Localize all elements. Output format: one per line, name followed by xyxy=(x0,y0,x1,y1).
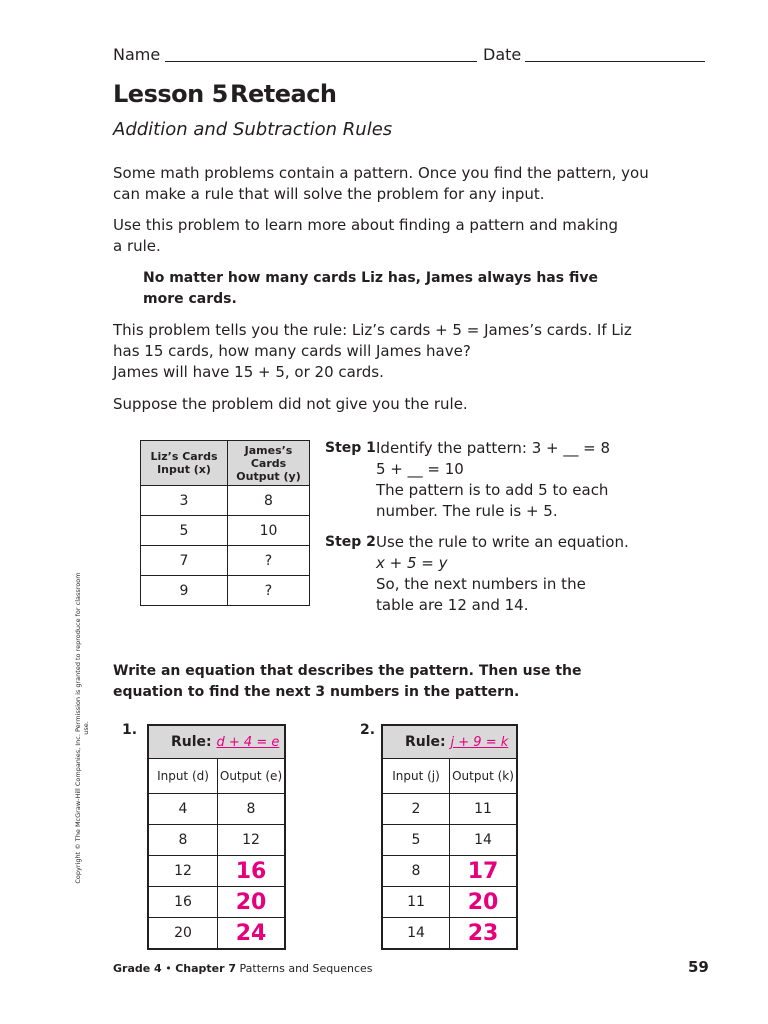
name-label: Name xyxy=(113,45,161,64)
footer-bullet: • xyxy=(165,962,172,975)
table-row: 12 16 xyxy=(148,856,285,887)
table-row: 11 20 xyxy=(382,887,517,918)
answer-cell[interactable]: 23 xyxy=(450,918,518,950)
table-row: 16 20 xyxy=(148,887,285,918)
problem-2-rule-answer[interactable]: j + 9 = k xyxy=(450,735,509,750)
lesson-label: Lesson 5 xyxy=(113,80,228,108)
table-row: 8 17 xyxy=(382,856,517,887)
intro-paragraph-1: Some math problems contain a pattern. Once you find the pattern, you can make a rule that will solve the problem for any input. xyxy=(113,164,649,203)
problem-1-table xyxy=(147,724,286,950)
date-line[interactable] xyxy=(525,61,705,62)
example-output-header: James’s Cards Output (y) xyxy=(228,441,310,486)
problem-1-rule: Rule: d + 4 = e xyxy=(148,725,285,759)
example-problem: No matter how many cards Liz has, James always has five more cards. xyxy=(143,270,598,307)
table-row: 20 24 xyxy=(148,918,285,950)
page-subtitle: Addition and Subtraction Rules xyxy=(113,119,393,140)
answer-cell[interactable]: 24 xyxy=(218,918,286,950)
copyright-notice: Copyright © The McGraw-Hill Companies, Inc. Permission is granted to reproduce for classroom use. xyxy=(74,572,90,884)
date-label: Date xyxy=(483,45,522,64)
problem-2-table xyxy=(381,724,518,950)
lesson-type: Reteach xyxy=(230,80,337,108)
footer-chapter-title: Patterns and Sequences xyxy=(239,962,373,975)
exercise-instructions: Write an equation that describes the pattern. Then use the equation to find the next 3 numbers in the pattern. xyxy=(113,663,582,700)
table-row: 5 14 xyxy=(382,825,517,856)
step-1-label: Step 1 xyxy=(325,440,376,456)
problem-1-input-header: Input (d) xyxy=(148,759,218,794)
footer-chapter: Chapter 7 xyxy=(175,962,237,975)
problem-2-input-header: Input (j) xyxy=(382,759,450,794)
problem-2-rule: Rule: j + 9 = k xyxy=(382,725,517,759)
intro-paragraph-3: This problem tells you the rule: Liz’s cards + 5 = James’s cards. If Liz has 15 cards, how many cards will James have? James will have 15 + 5, or 20 cards. xyxy=(113,321,632,381)
answer-cell[interactable]: 20 xyxy=(218,887,286,918)
table-row: 8 12 xyxy=(148,825,285,856)
table-row: 3 8 xyxy=(141,486,310,516)
step-2-label: Step 2 xyxy=(325,534,376,550)
table-row: 5 10 xyxy=(141,516,310,546)
table-row: 9 ? xyxy=(141,576,310,606)
problem-1-number: 1. xyxy=(122,722,138,738)
name-line[interactable] xyxy=(165,61,477,62)
intro-paragraph-4: Suppose the problem did not give you the rule. xyxy=(113,395,468,413)
table-row: 14 23 xyxy=(382,918,517,950)
step-2-text: Use the rule to write an equation. x + 5 = y So, the next numbers in the table are 12 and 14. xyxy=(376,533,629,614)
table-row: 4 8 xyxy=(148,794,285,825)
intro-paragraph-2: Use this problem to learn more about finding a pattern and making a rule. xyxy=(113,216,618,255)
page-number: 59 xyxy=(688,958,709,976)
problem-2-output-header: Output (k) xyxy=(450,759,518,794)
problem-1-output-header: Output (e) xyxy=(218,759,286,794)
problem-2-number: 2. xyxy=(360,722,376,738)
answer-cell[interactable]: 16 xyxy=(218,856,286,887)
problem-1-rule-answer[interactable]: d + 4 = e xyxy=(216,735,280,750)
footer xyxy=(113,962,373,975)
table-row: 2 11 xyxy=(382,794,517,825)
example-input-header: Liz’s Cards Input (x) xyxy=(141,441,228,486)
answer-cell[interactable]: 20 xyxy=(450,887,518,918)
table-row: 7 ? xyxy=(141,546,310,576)
footer-grade: Grade 4 xyxy=(113,962,162,975)
example-table xyxy=(140,440,310,606)
step-1-text: Identify the pattern: 3 + __ = 8 5 + __ = 10 The pattern is to add 5 to each number. The rule is + 5. xyxy=(376,439,611,520)
answer-cell[interactable]: 17 xyxy=(450,856,518,887)
